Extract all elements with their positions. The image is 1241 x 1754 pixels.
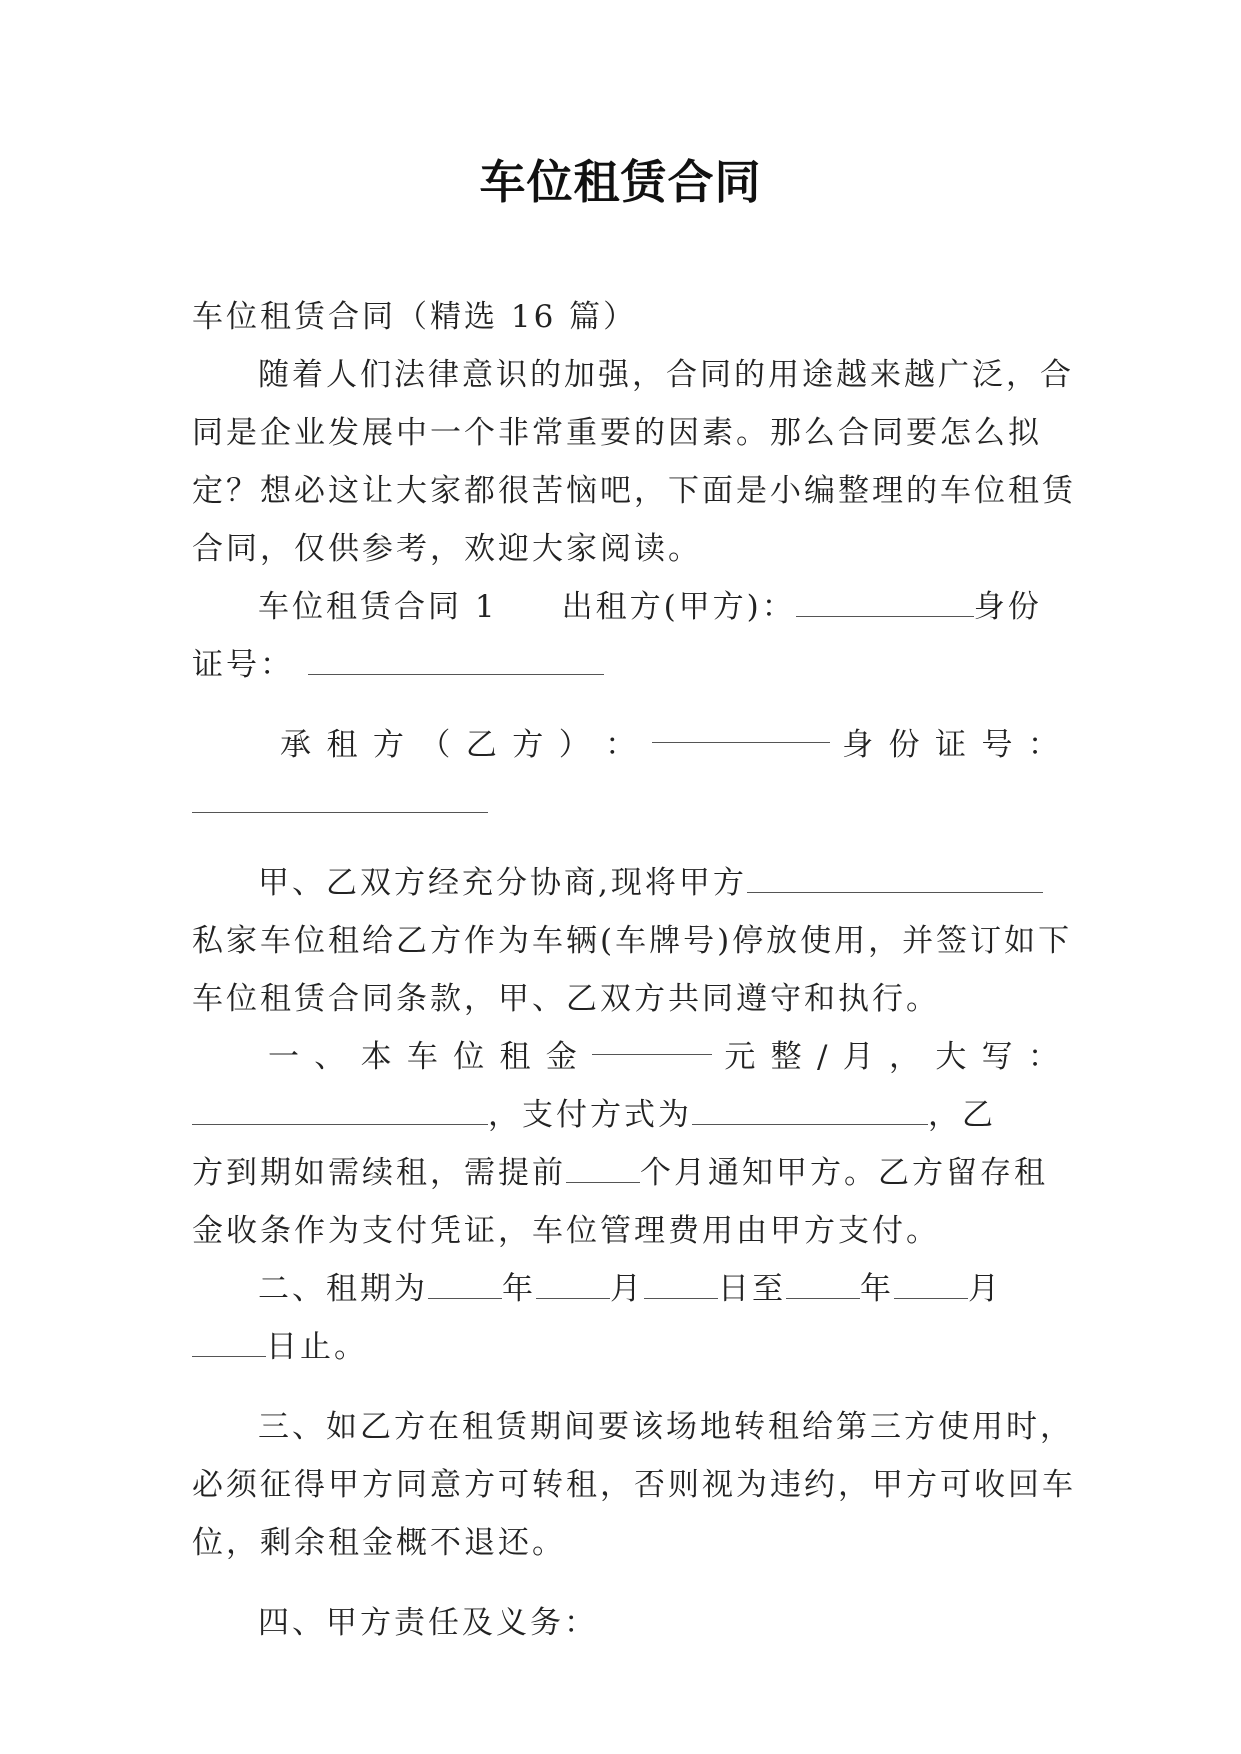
rent-amount-blank xyxy=(592,1028,712,1055)
lessee-id-char: 份 xyxy=(888,727,923,763)
lessee-char: 租 xyxy=(326,727,361,763)
document-title: 车位租赁合同 xyxy=(479,155,762,209)
month-label: 月 xyxy=(968,1271,1002,1307)
lessee-char: （ xyxy=(419,727,454,763)
id-label-part1: 身份 xyxy=(973,589,1042,625)
id-label-part2: 证号： xyxy=(192,647,294,683)
lessee-char: 承 xyxy=(280,727,314,763)
lessee-id-blank xyxy=(192,786,488,813)
clause-1-unit-char: 整 xyxy=(770,1039,805,1075)
lessee-char: ： xyxy=(605,727,640,763)
start-year-blank xyxy=(428,1272,502,1299)
clause-3-line: 位，剩余租金概不退还。 xyxy=(192,1525,566,1561)
lessee-char: 方 xyxy=(372,727,407,763)
year-label: 年 xyxy=(860,1271,894,1307)
intro-line: 定？想必这让大家都很苦恼吧，下面是小编整理的车位租赁 xyxy=(192,473,1076,509)
clause-1-line xyxy=(192,1144,1062,1202)
clause-1-unit-char: 月 xyxy=(842,1039,877,1075)
consult-line xyxy=(192,854,1062,912)
year-label: 年 xyxy=(502,1271,536,1307)
start-month-blank xyxy=(536,1272,610,1299)
clause-1-unit-char: 写 xyxy=(981,1039,1016,1075)
clause-1-line3-b: 个月通知甲方。乙方留存租 xyxy=(640,1155,1048,1191)
intro-line: 合同，仅供参考，欢迎大家阅读。 xyxy=(192,531,702,567)
clause-1-unit-char: 大 xyxy=(935,1039,970,1075)
intro-paragraph xyxy=(192,346,1076,578)
day-end-label: 日止。 xyxy=(266,1329,368,1365)
lessor-id-blank xyxy=(308,648,604,675)
clause-1-line3-a: 方到期如需续租，需提前 xyxy=(192,1155,566,1191)
lessee-id-char: ： xyxy=(1027,727,1062,763)
clause-2-line xyxy=(192,1318,1062,1376)
clause-1-char: 位 xyxy=(453,1039,488,1075)
lessee-char: 乙 xyxy=(465,727,500,763)
lessee-id-char: 证 xyxy=(934,727,969,763)
lessee-char: ） xyxy=(558,727,593,763)
clause-1-char: 金 xyxy=(545,1039,580,1075)
lessee-line xyxy=(192,716,1062,774)
lessor-id-line xyxy=(192,636,1062,694)
lessee-name-blank xyxy=(652,716,830,743)
consult-paragraph xyxy=(192,854,1073,1028)
lessor-label: 出租方(甲方)： xyxy=(561,589,796,625)
clause-1-char: 、 xyxy=(314,1039,349,1075)
rent-uppercase-blank xyxy=(192,1098,488,1125)
lessee-paragraph xyxy=(192,716,1062,832)
clause-1-paragraph xyxy=(192,1028,1062,1260)
consult-line: 车位租赁合同条款，甲、乙双方共同遵守和执行。 xyxy=(192,981,940,1017)
contract-label: 车位租赁合同 1 xyxy=(258,589,498,625)
clause-1-unit-char: ， xyxy=(889,1039,924,1075)
consult-prefix: 甲、乙双方经充分协商,现将甲方 xyxy=(258,865,747,901)
lessor-name-blank xyxy=(796,590,974,617)
notice-months-blank xyxy=(566,1156,640,1183)
clause-2-line xyxy=(192,1260,1062,1318)
clause-1-pay: ，支付方式为 xyxy=(488,1097,692,1133)
lessee-id-char: 身 xyxy=(842,727,877,763)
clause-2-prefix: 二、租期为 xyxy=(258,1271,428,1307)
payment-method-blank xyxy=(692,1098,928,1125)
lessee-id-line xyxy=(192,774,1062,832)
clause-3-line: 三、如乙方在租赁期间要该场地转租给第三方使用时， xyxy=(258,1409,1074,1445)
intro-heading: 车位租赁合同（精选 16 篇） xyxy=(192,299,638,335)
clause-1-line xyxy=(192,1086,1062,1144)
clause-4-paragraph xyxy=(192,1594,1062,1652)
lessee-id-char: 号 xyxy=(981,727,1016,763)
lessor-paragraph xyxy=(192,578,1062,694)
clause-1-unit-char: 元 xyxy=(724,1039,759,1075)
end-day-blank xyxy=(192,1330,266,1357)
start-day-blank xyxy=(644,1272,718,1299)
end-year-blank xyxy=(786,1272,860,1299)
clause-3-paragraph xyxy=(192,1398,1076,1572)
clause-1-end: ，乙 xyxy=(928,1097,996,1133)
intro-line: 同是企业发展中一个非常重要的因素。那么合同要怎么拟 xyxy=(192,415,1042,451)
end-month-blank xyxy=(894,1272,968,1299)
document-body xyxy=(192,288,1076,1652)
clause-1-line: 金收条作为支付凭证，车位管理费用由甲方支付。 xyxy=(192,1213,940,1249)
clause-1-line xyxy=(192,1028,1062,1086)
clause-2-paragraph xyxy=(192,1260,1062,1376)
month-label: 月 xyxy=(610,1271,644,1307)
clause-1-char: 车 xyxy=(406,1039,441,1075)
intro-heading-paragraph xyxy=(192,288,1062,346)
clause-1-char: 本 xyxy=(360,1039,395,1075)
clause-3-line: 必须征得甲方同意方可转租，否则视为违约，甲方可收回车 xyxy=(192,1467,1076,1503)
day-to-label: 日至 xyxy=(718,1271,786,1307)
lessor-line xyxy=(192,578,1062,636)
lessor-party-blank xyxy=(747,866,1043,893)
clause-1-unit-char: / xyxy=(816,1039,831,1075)
clause-1-unit-char: ： xyxy=(1027,1039,1062,1075)
lessee-char: 方 xyxy=(512,727,547,763)
clause-1-char: 一 xyxy=(268,1039,302,1075)
clause-4-line: 四、甲方责任及义务： xyxy=(258,1605,598,1641)
consult-line: 私家车位租给乙方作为车辆(车牌号)停放使用，并签订如下 xyxy=(192,923,1073,959)
intro-line: 随着人们法律意识的加强，合同的用途越来越广泛，合 xyxy=(258,357,1074,393)
clause-1-char: 租 xyxy=(499,1039,534,1075)
